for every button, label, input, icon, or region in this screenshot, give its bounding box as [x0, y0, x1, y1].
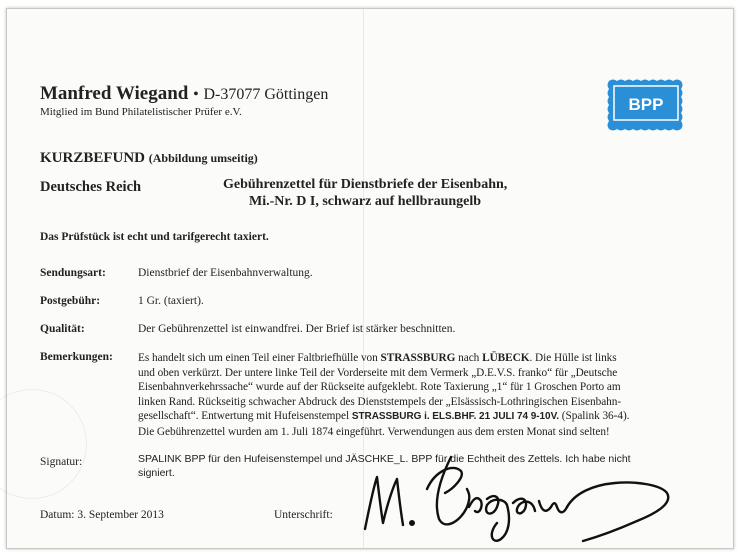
embossed-seal — [0, 389, 87, 499]
qualitaet-value: Der Gebührenzettel ist einwandfrei. Der Brief ist stärker beschnitten. — [138, 323, 456, 335]
signatur-value: SPALINK BPP für den Hufeisenstempel und JÄSCHKE_L. BPP für die Echtheit des Zettels. Ich habe nicht signiert. — [138, 453, 631, 479]
remark-line: gesellschaft“. Entwertung mit Hufeisenstempel STRASSBURG i. ELS.BHF. 21 JULI 74 9-10V. (Spalink 36-4). — [138, 410, 630, 422]
examiner-address: D-37077 Göttingen — [203, 86, 329, 103]
bpp-logo — [603, 77, 689, 136]
certificate-sheet — [6, 8, 734, 549]
remark-line: linken Rand. Rückseitig schwacher Abdruck des Dienststempels der „Elsässisch-Lothringischen Eisenbahn- — [138, 395, 622, 408]
remark-line: Die Gebührenzettel wurden am 1. Juli 1874 eingeführt. Verwendungen aus dem ersten Monat sind selten! — [138, 425, 610, 438]
subject-line-1: Gebührenzettel für Dienstbriefe der Eisenbahn, — [223, 177, 508, 192]
signature-label: Unterschrift: — [274, 509, 333, 521]
report-type — [40, 150, 258, 167]
qualitaet-label: Qualität: — [40, 323, 85, 335]
remark-line: und oben verkürzt. Der untere linke Teil der Vorderseite mit dem Vermerk „D.E.V.S. franko“ für „Deutsche — [138, 366, 618, 379]
sendungsart-label: Sendungsart: — [40, 267, 106, 279]
examiner-header — [40, 83, 328, 105]
header-separator: • — [193, 86, 199, 103]
remark-line: Eisenbahnverkehrssache“ wurde auf der Rückseite aufgeklebt. Rote Taxierung „1“ für 1 Groschen Porto am — [138, 381, 621, 393]
report-type-note: (Abbildung umseitig) — [148, 151, 258, 165]
bpp-stamp-icon — [603, 77, 689, 131]
subject-line-2: Mi.-Nr. D I, schwarz auf hellbraungelb — [249, 194, 482, 209]
remark-line: Es handelt sich um einen Teil einer Faltbriefhülle von STRASSBURG nach LÜBECK. Die Hülle ist links — [138, 352, 617, 364]
bemerkungen-label: Bemerkungen: — [40, 351, 113, 363]
postgebuehr-value: 1 Gr. (taxiert). — [138, 295, 204, 307]
report-type-title: KURZBEFUND — [40, 150, 146, 166]
signatur-label: Signatur: — [40, 456, 83, 468]
sendungsart-value: Dienstbrief der Eisenbahnverwaltung. — [138, 267, 313, 279]
postgebuehr-label: Postgebühr: — [40, 295, 101, 307]
membership-line: Mitglied im Bund Philatelistischer Prüfer e.V. — [40, 106, 242, 118]
bpp-logo-text: BPP — [628, 95, 664, 114]
bemerkungen-text — [138, 351, 724, 439]
examiner-name: Manfred Wiegand — [40, 83, 189, 104]
handwritten-signature — [357, 449, 687, 544]
country: Deutsches Reich — [40, 179, 142, 195]
verdict: Das Prüfstück ist echt und tarifgerecht taxiert. — [40, 231, 269, 243]
date: Datum: 3. September 2013 — [40, 509, 164, 521]
